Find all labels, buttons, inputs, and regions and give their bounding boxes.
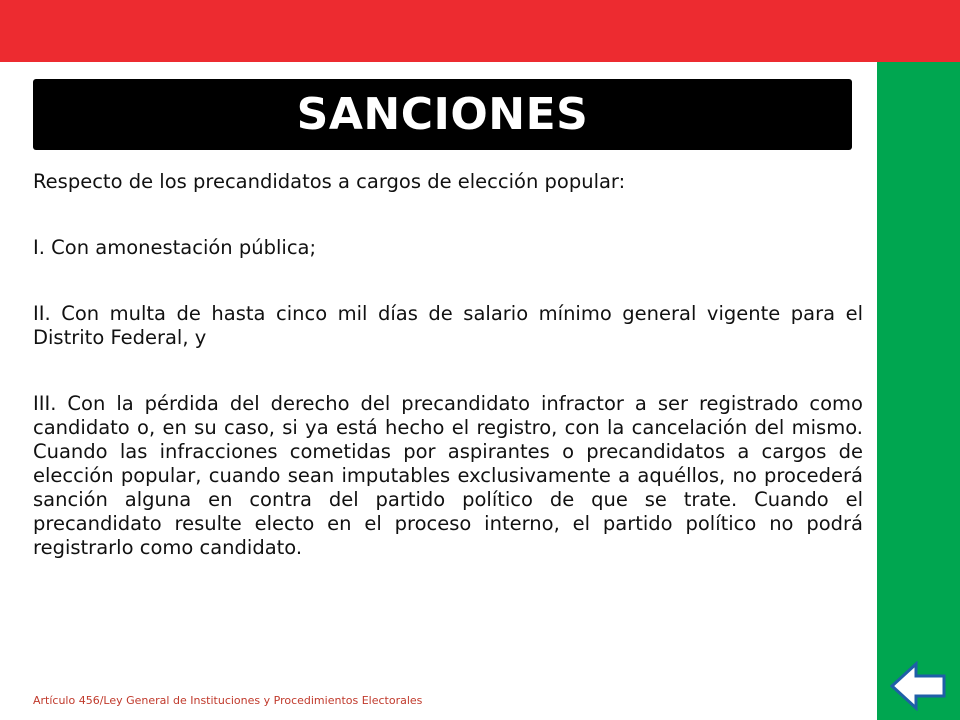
sanction-item-3: III. Con la pérdida del derecho del precandidato infractor a ser registrado como candidato o, en su caso, si ya está hecho el registro, con la cancelación del mismo. Cuando las infracciones cometidas por aspirantes o precandidatos a cargos de elección popular, cuando sean imputables exclusivamente a aquéllos, no procederá sanción alguna en contra del partido político de que se trate. Cuando el precandidato resulte electo en el proceso interno, el partido político no podrá registrarlo como candidato. [33,392,863,559]
title-banner [33,79,852,150]
slide-body [33,170,863,602]
page-title: SANCIONES [296,89,589,140]
arrow-left-icon [890,661,946,711]
side-green-bar [877,62,960,720]
sanction-item-1: I. Con amonestación pública; [33,236,317,259]
top-red-bar [0,0,960,62]
source-footnote: Artículo 456/Ley General de Instituciones y Procedimientos Electorales [33,694,423,707]
sanction-item-2: II. Con multa de hasta cinco mil días de salario mínimo general vigente para el Distrito Federal, y [33,302,863,349]
intro-paragraph: Respecto de los precandidatos a cargos de elección popular: [33,170,626,193]
back-button[interactable] [888,658,948,714]
